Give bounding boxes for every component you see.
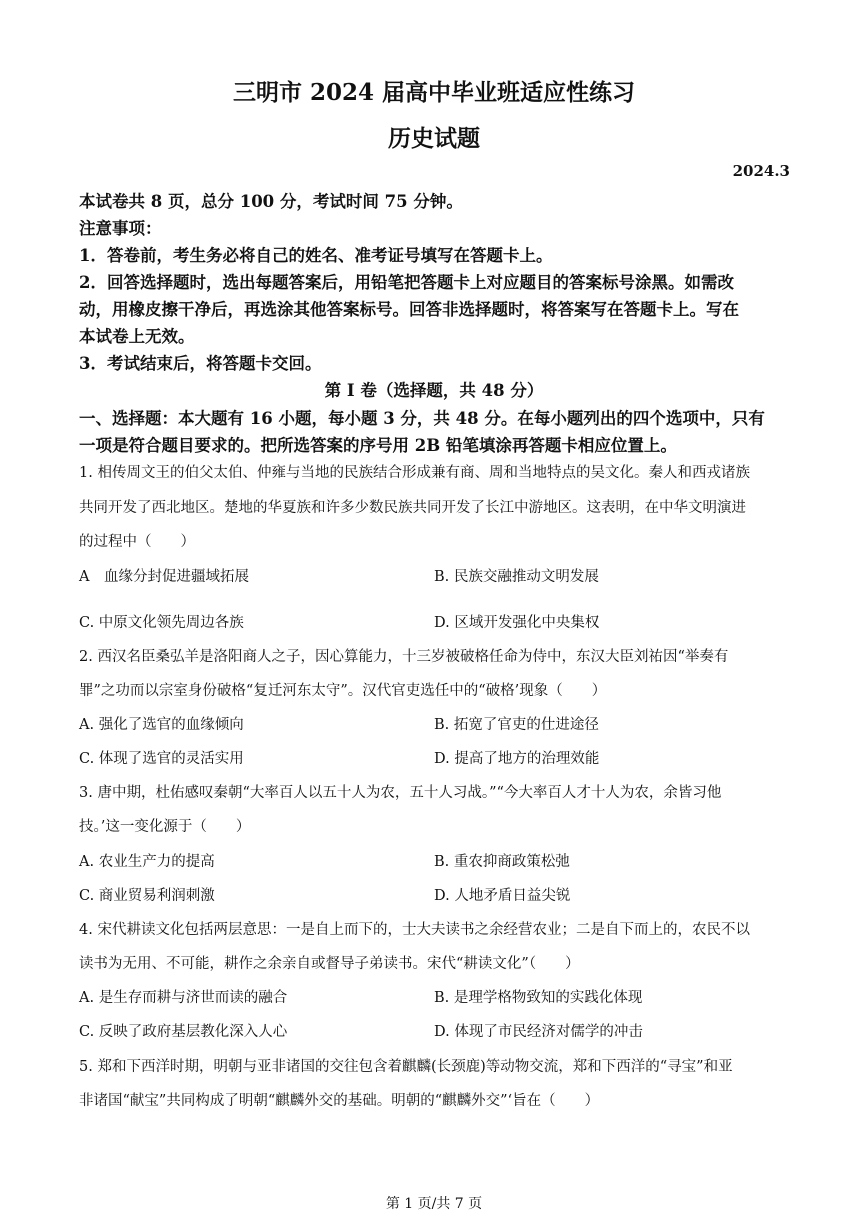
note-line: 2．回答选择题时，选出每题答案后，用铅笔把答题卡上对应题目的答案标号涂黑。如需改 bbox=[79, 273, 734, 292]
question-4-option-a: A. 是生存而耕与济世而读的融合 bbox=[79, 990, 288, 1006]
notes-heading: 注意事项： bbox=[79, 219, 162, 238]
note-line: 1．答卷前，考生务必将自己的姓名、准考证号填写在答题卡上。 bbox=[79, 246, 553, 265]
question-2-text: 罪”之功而以宗室身份破格“复迁河东太守”。汉代官吏选任中的“破格’现象（ ） bbox=[79, 683, 607, 699]
question-3-text: 3. 唐中期，杜佑感叹秦朝“大率百人以五十人为农，五十人习战。”“今大率百人才十人为农，余皆习他 bbox=[79, 785, 722, 801]
question-5-text: 非诸国“献宝”共同构成了明朝“麒麟外交的基础。明朝的“麒麟外交”‘旨在（ ） bbox=[79, 1093, 600, 1109]
note-line: 动，用橡皮擦干净后，再选涂其他答案标号。回答非选择题时，将答案写在答题卡上。写在 bbox=[79, 300, 739, 319]
question-4-text: 读书为无用、不可能，耕作之余亲自或督导子弟读书。宋代“耕读文化”（ ） bbox=[79, 956, 580, 972]
question-2-text: 2. 西汉名臣桑弘羊是洛阳商人之子，因心算能力，十三岁被破格任命为侍中，东汉大臣刘祐因“举奏有 bbox=[79, 649, 729, 665]
question-1-option-d: D. 区域开发强化中央集权 bbox=[434, 615, 600, 631]
question-1-option-b: B. 民族交融推动文明发展 bbox=[434, 569, 599, 585]
question-3-text: 技。’这一变化源于（ ） bbox=[79, 819, 251, 835]
question-2-option-d: D. 提高了地方的治理效能 bbox=[434, 751, 600, 767]
question-3-option-b: B. 重农抑商政策松弛 bbox=[434, 854, 570, 870]
exam-date: 2024.3 bbox=[732, 162, 790, 180]
question-2-option-b: B. 拓宽了官吏的仕进途径 bbox=[434, 717, 599, 733]
question-5-text: 5. 郑和下西洋时期，明朝与亚非诸国的交往包含着麒麟(长颈鹿)等动物交流，郑和下西洋的“寻宝”和亚 bbox=[79, 1059, 733, 1075]
question-1-option-a: A 血缘分封促进疆域拓展 bbox=[79, 569, 249, 585]
question-3-option-c: C. 商业贸易利润刺激 bbox=[79, 888, 215, 904]
question-1-text: 共同开发了西北地区。楚地的华夏族和许多少数民族共同开发了长江中游地区。这表明，在中华文明演进 bbox=[79, 500, 746, 516]
exam-intro: 本试卷共 8 页，总分 100 分，考试时间 75 分钟。 bbox=[79, 192, 463, 211]
question-3-option-d: D. 人地矛盾日益尖锐 bbox=[434, 888, 571, 904]
section-desc: 一项是符合题目要求的。把所选答案的序号用 2B 铅笔填涂再答题卡相应位置上。 bbox=[79, 436, 677, 455]
question-1-option-c: C. 中原文化领先周边各族 bbox=[79, 615, 244, 631]
note-line: 3．考试结束后，将答题卡交回。 bbox=[79, 354, 322, 373]
question-2-option-a: A. 强化了选官的血缘倾向 bbox=[79, 717, 244, 733]
question-1-text: 的过程中（ ） bbox=[79, 534, 195, 550]
question-4-option-b: B. 是理学格物致知的实践化体现 bbox=[434, 990, 643, 1006]
question-4-text: 4. 宋代耕读文化包括两层意思：一是自上而下的，士大夫读书之余经营农业；二是自下而上的，农民不以 bbox=[79, 922, 750, 938]
question-1-text: 1. 相传周文王的伯父太伯、仲雍与当地的民族结合形成兼有商、周和当地特点的吴文化。秦人和西戎诸族 bbox=[79, 465, 750, 481]
page-footer: 第 1 页/共 7 页 bbox=[385, 1196, 483, 1212]
exam-title: 三明市 2024 届高中毕业班适应性练习 bbox=[232, 79, 636, 106]
section-desc: 一、选择题：本大题有 16 小题，每小题 3 分，共 48 分。在每小题列出的四个选项中，只有 bbox=[79, 409, 765, 428]
question-4-option-d: D. 体现了市民经济对儒学的冲击 bbox=[434, 1024, 643, 1040]
section-title: 第 I 卷（选择题，共 48 分） bbox=[324, 381, 544, 400]
note-line: 本试卷上无效。 bbox=[79, 327, 195, 346]
subject-title: 历史试题 bbox=[388, 125, 480, 152]
question-2-option-c: C. 体现了选官的灵活实用 bbox=[79, 751, 244, 767]
question-3-option-a: A. 农业生产力的提高 bbox=[79, 854, 215, 870]
question-4-option-c: C. 反映了政府基层教化深入人心 bbox=[79, 1024, 288, 1040]
